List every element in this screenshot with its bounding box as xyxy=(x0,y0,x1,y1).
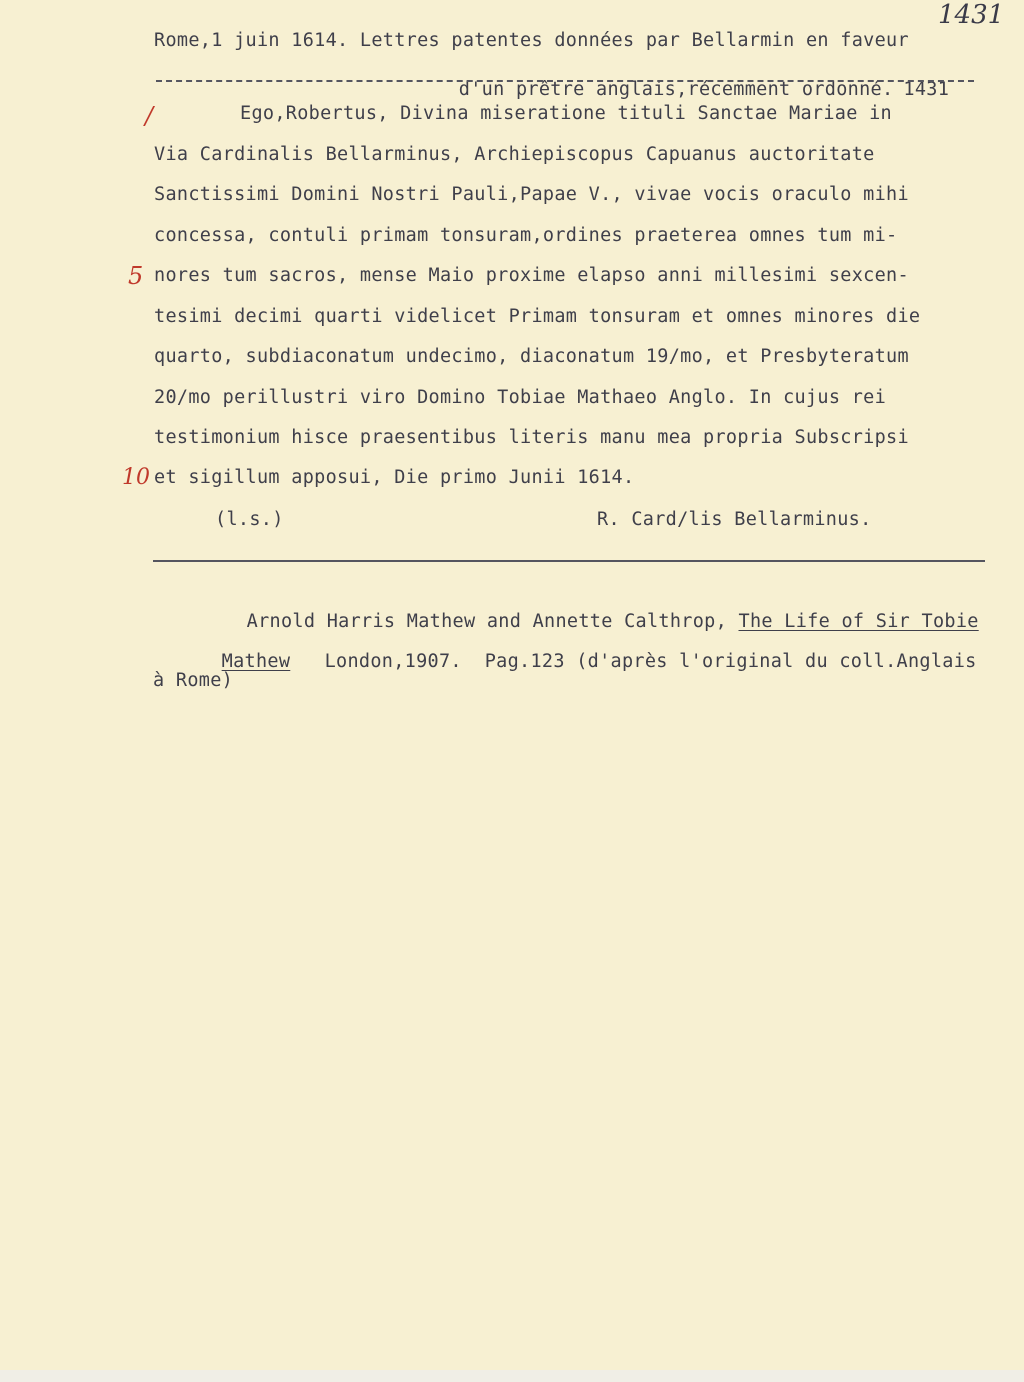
body-line: tesimi decimi quarti videlicet Primam tonsuram et omnes minores die xyxy=(154,306,921,327)
body-line: 20/mo perillustri viro Domino Tobiae Mathaeo Anglo. In cujus rei xyxy=(154,387,887,408)
header-line-2-text: d'un prêtre anglais,récemment ordonné. xyxy=(458,79,894,100)
page-bottom-edge xyxy=(0,1370,1024,1382)
signature: R. Card/lis Bellarminus. xyxy=(597,509,872,530)
body-line: et sigillum apposui, Die primo Junii 1614. xyxy=(154,467,635,488)
body-line: Via Cardinalis Bellarminus, Archiepiscopus Capuanus auctoritate xyxy=(154,144,875,165)
body-line: testimonium hisce praesentibus literis manu mea propria Subscripsi xyxy=(154,427,909,448)
citation-line-2 xyxy=(153,630,977,693)
header-ref-mark: 1431 xyxy=(903,79,950,100)
body-line: quarto, subdiaconatum undecimo, diaconatum 19/mo, et Presbyteratum xyxy=(154,346,909,367)
header-line-1: Rome,1 juin 1614. Lettres patentes données par Bellarmin en faveur xyxy=(154,30,909,51)
citation-authors: Arnold Harris Mathew and Annette Calthrop, xyxy=(246,611,728,632)
seal-mark: (l.s.) xyxy=(215,509,284,530)
body-line: Sanctissimi Domini Nostri Pauli,Papae V., vivae vocis oraculo mihi xyxy=(154,184,909,205)
body-line: concessa, contuli primam tonsuram,ordines praeterea omnes tum mi- xyxy=(154,225,898,246)
page-number: 1431 xyxy=(938,0,1005,30)
margin-mark-5: 5 xyxy=(128,262,144,290)
citation-divider xyxy=(153,560,985,562)
citation-title-part1: The Life of Sir Tobie xyxy=(738,611,979,632)
citation-details: London,1907. Pag.123 (d'après l'original du coll.Anglais xyxy=(324,651,977,672)
margin-mark-10: 10 xyxy=(122,465,150,490)
header-divider xyxy=(156,80,974,82)
body-line: Ego,Robertus, Divina miseratione tituli Sanctae Mariae in xyxy=(240,103,892,124)
citation-line-3: à Rome) xyxy=(153,670,234,691)
body-line: nores tum sacros, mense Maio proxime elapso anni millesimi sexcen- xyxy=(154,265,909,286)
citation-title-part2: Mathew xyxy=(221,651,291,672)
margin-mark-1: / xyxy=(145,102,154,130)
